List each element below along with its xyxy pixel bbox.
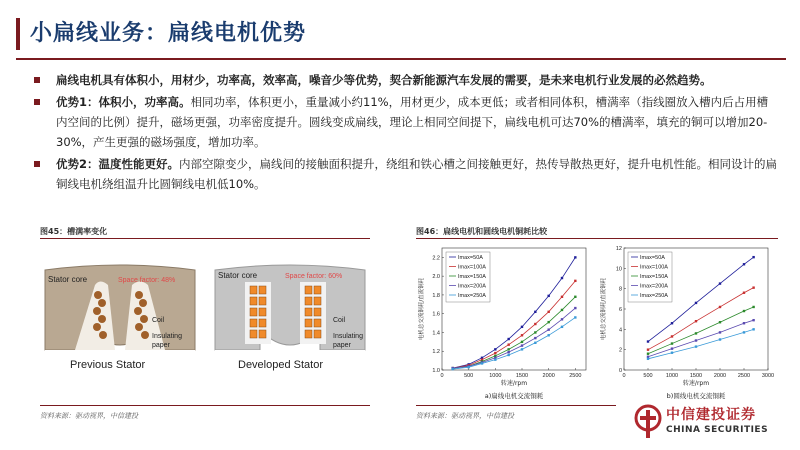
chart-1-data-point bbox=[671, 335, 673, 337]
chart-1-legend-label: Imax=200A bbox=[640, 283, 668, 290]
chart-0-data-point bbox=[481, 362, 483, 364]
page-title: 小扁线业务：扁线电机优势 bbox=[30, 21, 307, 46]
chart-1-xtick-label: 3000 bbox=[761, 373, 775, 379]
chart-1-ytick-label: 2 bbox=[618, 347, 622, 354]
logo-en-text: CHINA SECURITIES bbox=[666, 425, 769, 435]
figure-46-bottom-rule bbox=[416, 405, 616, 406]
chart-0-data-point bbox=[547, 321, 549, 323]
chart-0-data-point bbox=[534, 311, 536, 313]
chart-1-data-point bbox=[719, 338, 721, 340]
bullet-text: 扁线电机具有体积小，用材少，功率高，效率高，噪音少等优势，契合新能源汽车发展的需要，是未来电机行业发展的必然趋势。 bbox=[56, 73, 712, 87]
left-space-factor-label: Space factor: 48% bbox=[118, 277, 176, 284]
chart-0-data-point bbox=[507, 343, 509, 345]
chart-1-ytick-label: 10 bbox=[615, 266, 622, 273]
chart-0-data-point bbox=[561, 326, 563, 328]
chart-1-data-point bbox=[671, 322, 673, 324]
chart-1-legend-label: Imax=100A bbox=[640, 264, 668, 271]
chart-1-xtick-label: 1500 bbox=[689, 373, 703, 379]
figure-45-source: 资料来源：驱动视界，中信建投 bbox=[40, 412, 138, 420]
chart-1-ylabel: 电机总交流铜耗/直流铜耗 bbox=[601, 277, 607, 341]
chart-0-data-point bbox=[547, 328, 549, 330]
stator-comparison-image bbox=[40, 240, 370, 390]
chart-1-legend-label: Imax=250A bbox=[640, 293, 668, 299]
chart-0-xtick-label: 1500 bbox=[515, 373, 529, 379]
logo-cn-text: 中信建投证券 bbox=[666, 407, 756, 423]
chart-1-data-point bbox=[647, 348, 649, 350]
previous-stator-caption: Previous Stator bbox=[70, 359, 146, 371]
chart-1-ytick-label: 4 bbox=[618, 327, 622, 334]
figure-46-title: 图46：扁线电机和圆线电机铜耗比较 bbox=[416, 227, 548, 236]
logo-emblem-icon bbox=[634, 404, 662, 440]
chart-0-data-point bbox=[574, 256, 576, 258]
chart-0-xtick-label: 500 bbox=[464, 373, 474, 379]
chart-1-data-point bbox=[752, 256, 754, 258]
chart-0-xlabel: 转速/rpm bbox=[500, 380, 528, 387]
right-stator-core-label: Stator core bbox=[218, 271, 258, 280]
figure-45-bottom-rule bbox=[40, 405, 370, 406]
chart-1-data-point bbox=[743, 331, 745, 333]
right-paper-label-1: Insulating bbox=[333, 333, 363, 340]
chart-1-xtick-label: 500 bbox=[643, 373, 653, 379]
chart-0-xtick-label: 2500 bbox=[569, 373, 582, 379]
bullet-lead: 优势1：体积小，功率高。 bbox=[56, 95, 191, 109]
chart-0-data-point bbox=[547, 311, 549, 313]
company-logo bbox=[632, 400, 782, 445]
chart-1-data-point bbox=[671, 347, 673, 349]
chart-1-data-point bbox=[647, 340, 649, 342]
chart-0-data-point bbox=[494, 348, 496, 350]
chart-0-data-point bbox=[547, 334, 549, 336]
chart-1-data-point bbox=[752, 319, 754, 321]
chart-0-ytick-label: 1.6 bbox=[432, 311, 440, 318]
chart-1-data-point bbox=[695, 302, 697, 304]
chart-0-data-point bbox=[534, 337, 536, 339]
chart-0-legend-label: Imax=50A bbox=[458, 255, 483, 261]
chart-0-legend-label: Imax=250A bbox=[458, 293, 486, 299]
chart-0-data-point bbox=[494, 358, 496, 360]
chart-0-ytick-label: 2.0 bbox=[432, 274, 440, 281]
chart-0-data-point bbox=[467, 366, 469, 368]
chart-1-data-point bbox=[647, 353, 649, 355]
chart-0-data-point bbox=[574, 280, 576, 282]
chart-1-ytick-label: 0 bbox=[618, 368, 622, 374]
chart-0-data-point bbox=[507, 338, 509, 340]
left-paper-label-1: Insulating bbox=[152, 333, 182, 340]
chart-0-xtick-label: 2000 bbox=[542, 373, 555, 379]
chart-0-caption: a)扁线电机交流铜耗 bbox=[484, 392, 544, 400]
chart-1-ytick-label: 8 bbox=[618, 286, 622, 293]
chart-1-legend-label: Imax=50A bbox=[640, 255, 665, 261]
bullet-text: 内部空隙变少，扁线间的接触面积提升，绕组和铁心槽之间接触更好，热传导散热更好，提升电机性能。相同设计的扁铜线电机绕组温升比圆铜线电机低10%。 bbox=[56, 157, 778, 191]
bullet-list bbox=[28, 70, 778, 196]
chart-1-data-point bbox=[752, 328, 754, 330]
chart-0-legend-label: Imax=100A bbox=[458, 264, 486, 271]
left-paper-label-2: paper bbox=[152, 342, 170, 349]
chart-1-ytick-label: 6 bbox=[618, 307, 622, 313]
chart-1-data-point bbox=[743, 322, 745, 324]
chart-0-ytick-label: 1.0 bbox=[432, 368, 440, 374]
chart-1-data-point bbox=[752, 286, 754, 288]
figure-45-title: 图45：槽满率变化 bbox=[40, 227, 108, 236]
left-coil-label: Coil bbox=[152, 317, 165, 324]
chart-0-data-point bbox=[561, 309, 563, 311]
left-stator-core-label: Stator core bbox=[48, 275, 88, 284]
chart-0-legend-label: Imax=200A bbox=[458, 283, 486, 290]
chart-1-data-point bbox=[719, 306, 721, 308]
developed-stator-graphic bbox=[215, 265, 365, 390]
chart-1-data-point bbox=[695, 345, 697, 347]
right-paper-label-2: paper bbox=[333, 342, 351, 349]
bullet-marker bbox=[34, 99, 40, 105]
chart-0-data-point bbox=[561, 318, 563, 320]
chart-1-data-point bbox=[719, 282, 721, 284]
figure-46-source: 资料来源：驱动视界，中信建投 bbox=[416, 412, 514, 420]
chart-1-data-point bbox=[743, 263, 745, 265]
chart-0-data-point bbox=[507, 351, 509, 353]
chart-0-xtick-label: 1000 bbox=[489, 373, 502, 379]
chart-1-xtick-label: 2500 bbox=[737, 373, 751, 379]
chart-0-ytick-label: 1.4 bbox=[432, 330, 440, 337]
chart-0-data-point bbox=[521, 344, 523, 346]
chart-0-ylabel: 电机总交流铜耗/直流铜耗 bbox=[419, 277, 425, 341]
chart-0-data-point bbox=[547, 295, 549, 297]
bullet-marker bbox=[34, 77, 40, 83]
chart-1-caption: b)圆线电机交流铜耗 bbox=[666, 392, 726, 400]
chart-0-data-point bbox=[507, 348, 509, 350]
chart-0-xtick-label: 0 bbox=[440, 373, 444, 379]
bullet-marker bbox=[34, 161, 40, 167]
chart-0-data-point bbox=[534, 323, 536, 325]
chart-0-data-point bbox=[521, 326, 523, 328]
chart-0-data-point bbox=[561, 277, 563, 279]
chart-1-legend-label: Imax=150A bbox=[640, 274, 668, 280]
chart-0-legend-label: Imax=150A bbox=[458, 274, 486, 280]
chart-0-data-point bbox=[521, 341, 523, 343]
chart-1-data-point bbox=[695, 320, 697, 322]
chart-1-xtick-label: 0 bbox=[622, 373, 626, 379]
chart-0-ytick-label: 1.8 bbox=[432, 292, 440, 299]
chart-1-xlabel: 转速/rpm bbox=[682, 380, 710, 387]
chart-1-data-point bbox=[752, 306, 754, 308]
chart-0-data-point bbox=[574, 307, 576, 309]
bullet-text: 相同功率，体积更小，重量减小约11%，用材更少，成本更低；或者相同体积，槽满率（指线圈放入槽内后占用槽内空间的比例）提升，磁场更强，功率密度提升。圆线变成扁线，理论上相同空间提下，扁线电机可达70%的槽满率，填充的铜可以增加20-30%，产生更强的磁场强度，增加功率。 bbox=[56, 95, 769, 149]
title-bar bbox=[0, 0, 800, 62]
chart-0-data-point bbox=[534, 331, 536, 333]
developed-stator-caption: Developed Stator bbox=[238, 359, 323, 371]
chart-1-data-point bbox=[719, 321, 721, 323]
chart-0-data-point bbox=[451, 368, 453, 370]
right-space-factor-label: Space factor: 60% bbox=[285, 273, 343, 280]
bullet-item bbox=[28, 154, 778, 194]
chart-0-data-point bbox=[494, 352, 496, 354]
chart-0-data-point bbox=[561, 296, 563, 298]
chart-1-data-point bbox=[647, 358, 649, 360]
right-coil-label: Coil bbox=[333, 317, 346, 324]
chart-0-data-point bbox=[521, 348, 523, 350]
chart-1-xtick-label: 1000 bbox=[665, 373, 679, 379]
chart-1-data-point bbox=[695, 339, 697, 341]
title-accent-bar bbox=[16, 18, 20, 50]
chart-1-data-point bbox=[743, 292, 745, 294]
chart-1-data-point bbox=[719, 331, 721, 333]
chart-0-data-point bbox=[574, 316, 576, 318]
chart-0-ytick-label: 1.2 bbox=[432, 349, 440, 356]
chart-0-data-point bbox=[574, 296, 576, 298]
chart-1-data-point bbox=[695, 332, 697, 334]
chart-0-data-point bbox=[534, 342, 536, 344]
chart-1-xtick-label: 2000 bbox=[713, 373, 727, 379]
chart-1-data-point bbox=[671, 352, 673, 354]
title-divider bbox=[16, 58, 786, 60]
chart-1-ytick-label: 12 bbox=[615, 246, 622, 252]
figure-46-rule bbox=[416, 238, 778, 239]
chart-0-data-point bbox=[521, 334, 523, 336]
chart-0-ytick-label: 2.2 bbox=[432, 255, 440, 262]
copper-loss-chart-area bbox=[416, 240, 778, 405]
bullet-item bbox=[28, 92, 778, 152]
bullet-lead: 优势2：温度性能更好。 bbox=[56, 157, 180, 171]
chart-1-data-point bbox=[671, 342, 673, 344]
chart-0-data-point bbox=[507, 354, 509, 356]
bullet-item bbox=[28, 70, 778, 90]
chart-1-data-point bbox=[743, 310, 745, 312]
figure-45-rule bbox=[40, 238, 370, 239]
